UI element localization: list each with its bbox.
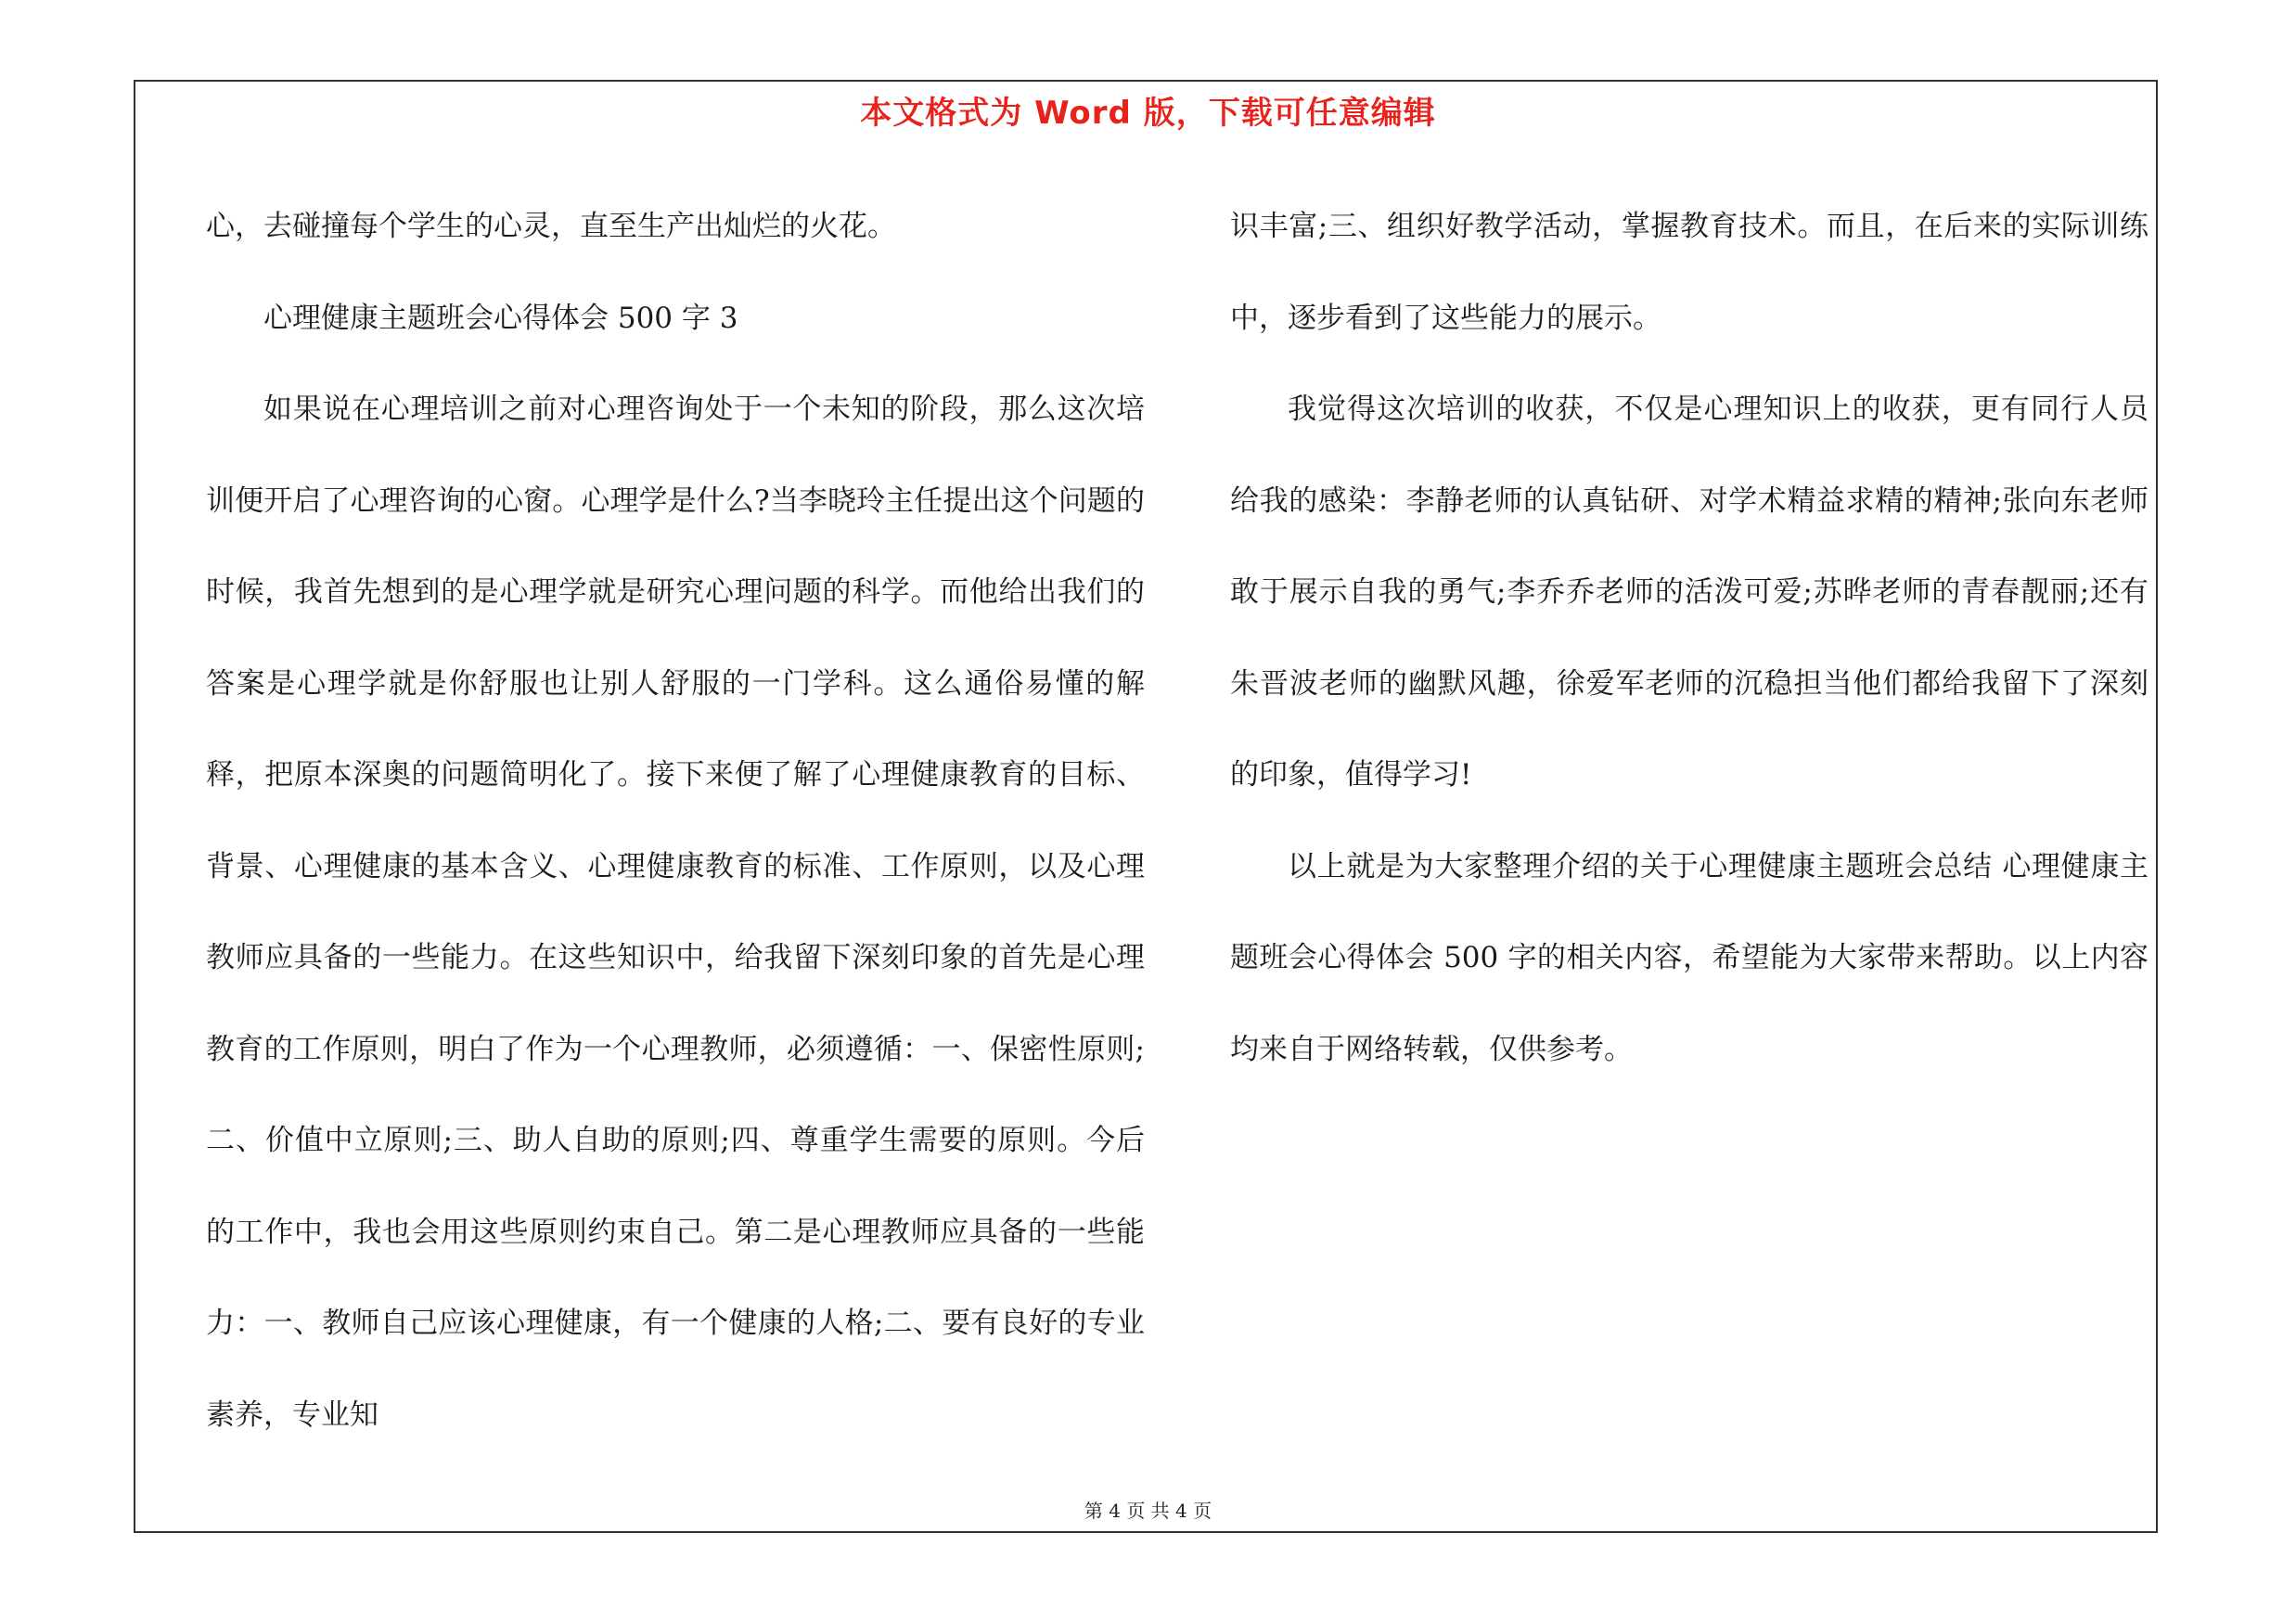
paragraph: 我觉得这次培训的收获，不仅是心理知识上的收获，更有同行人员给我的感染：李静老师的认真钻研、对学术精益求精的精神;张向东老师敢于展示自我的勇气;李乔乔老师的活泼可爱;苏晔老师的青春靓丽;还有朱晋波老师的幽默风趣，徐爱军老师的沉稳担当他们都给我留下了深刻的印象，值得学习! [1230,393,2148,792]
left-text-column [206,181,1145,1461]
closing-paragraph: 以上就是为大家整理介绍的关于心理健康主题班会总结 心理健康主题班会心得体会 500 字的相关内容，希望能为大家带来帮助。以上内容均来自于网络转载，仅供参考。 [1230,849,2148,1066]
word-format-banner: 本文格式为 Word 版，下载可任意编辑 [860,95,1436,132]
paragraph-continuation: 心，去碰撞每个学生的心灵，直至生产出灿烂的火花。 [206,210,896,243]
paragraph: 如果说在心理培训之前对心理咨询处于一个未知的阶段，那么这次培训便开启了心理咨询的心窗。心理学是什么?当李晓玲主任提出这个问题的时候，我首先想到的是心理学就是研究心理问题的科学。而他给出我们的答案是心理学就是你舒服也让别人舒服的一门学科。这么通俗易懂的解释，把原本深奥的问题简明化了。接下来便了解了心理健康教育的目标、背景、心理健康的基本含义、心理健康教育的标准、工作原则，以及心理教师应具备的一些能力。在这些知识中，给我留下深刻印象的首先是心理教育的工作原则，明白了作为一个心理教师，必须遵循：一、保密性原则;二、价值中立原则;三、助人自助的原则;四、尊重学生需要的原则。今后的工作中，我也会用这些原则约束自己。第二是心理教师应具备的一些能力：一、教师自己应该心理健康，有一个健康的人格;二、要有良好的专业素养，专业知 [206,393,1145,1432]
paragraph-continuation: 识丰富;三、组织好教学活动，掌握教育技术。而且，在后来的实际训练中，逐步看到了这些能力的展示。 [1230,210,2148,335]
page-number: 第 4 页 共 4 页 [1084,1500,1212,1522]
section-heading: 心理健康主题班会心得体会 500 字 3 [263,301,738,335]
right-text-column [1230,181,2148,1095]
